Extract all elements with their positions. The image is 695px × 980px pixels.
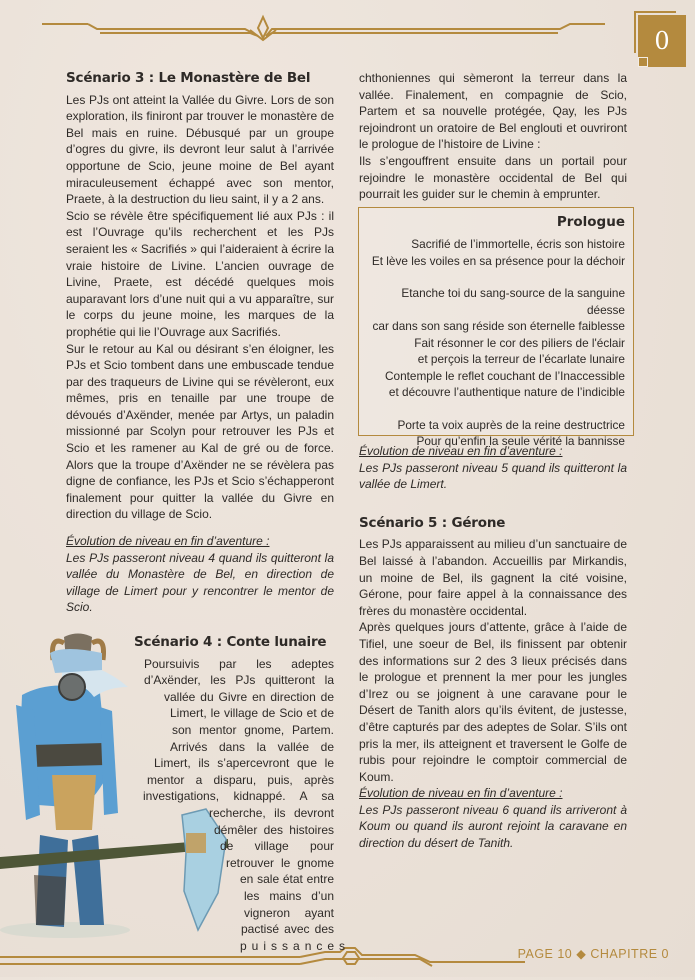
scenario-4-line: recherche, ils devront bbox=[209, 805, 334, 820]
top-ornament bbox=[0, 0, 695, 60]
scenario-4-line: Limert, le village de Scio et de bbox=[170, 706, 334, 721]
prologue-verse: Pour qu’enfin la seule vérité la bannisse bbox=[416, 434, 625, 448]
scenario-4-line: vigneron ayant bbox=[244, 905, 334, 920]
scenario-4-line: d’Axënder, les PJs quitteront la bbox=[144, 673, 334, 688]
scenario-4-line: démêler des histoires bbox=[214, 822, 334, 837]
prologue-title: Prologue bbox=[556, 214, 625, 230]
page-footer bbox=[518, 946, 669, 961]
scenario-4-evolution-title: Évolution de niveau en fin d’aventure : bbox=[359, 444, 563, 458]
left-column bbox=[66, 70, 351, 954]
scenario-4-line: retrouver le gnome bbox=[226, 855, 334, 870]
scenario-4-title: Scénario 4 : Conte lunaire bbox=[134, 634, 327, 650]
scenario-4-line: investigations, kidnappé. A sa bbox=[143, 789, 334, 804]
scenario-5-paragraph: Les PJs apparaissent au milieu d’un sanctuaire de Bel laissé à l’abandon. Accueillis par Mirkandis, un moine de Bel, ils gagnent la cité voisine, Gérone, pour faire appel à la connaissance des frères du monastère occidental. bbox=[359, 537, 627, 618]
page-number: PAGE 10 bbox=[517, 947, 573, 961]
scenario-3-paragraph: Scio se révèle être spécifiquement lié aux PJs : il est l’Ouvrage qu’ils recherchent et les PJs seraient les « Sacrifiés » qui l’aideraient à écrire la vraie histoire de Livine. L’ancien ouvrage de Livine, Praete, est décédé quelques mois auparavant lors d’une nuit qui a vu apparaître, sur le corps du jeune moine, les marques de la prophétie qui lie l’Ouvrage aux Sacrifiés. bbox=[66, 208, 334, 339]
scenario-5-evolution-title: Évolution de niveau en fin d’aventure : bbox=[359, 786, 563, 801]
scenario-3-evolution-text: Les PJs passeront niveau 4 quand ils quitteront la vallée du Monastère de Bel, en direction de village de Limert pour y rencontrer le mentor de Scio. bbox=[66, 550, 334, 615]
scenario-3-evolution-title: Évolution de niveau en fin d’aventure : bbox=[66, 534, 270, 549]
scenario-4-continuation: chthoniennes qui sèmeront la terreur dans la vallée. Finalement, en compagnie de Scio, Partem et sa nouvelle protégée, Qay, les PJs rejoindront un oratoire de Bel englouti et ouvriront le prologue de l’histoire de Livine : bbox=[359, 71, 627, 152]
scenario-5-paragraph: Après quelques jours d’attente, grâce à l’aide de Tifiel, une soeur de Bel, ils finissent par obtenir des informations sur 2 des 3 lieux précisés dans le prologue et prennent la mer pour les jungles d’Irez ou se joignent à une caravane pour le Désert de Tanith alors qu’ils évitent, de justesse, d’être capturés par des adeptes de Solar. S’ils ont pris la mer, ils atteignent et traversent le Golfe de rubis pour rejoindre le comptoir commercial de Koum. bbox=[359, 620, 627, 784]
prologue-verse: Et lève les voiles en sa présence pour la déchoir bbox=[371, 253, 625, 268]
scenario-4-line: de village pour bbox=[220, 839, 334, 854]
scenario-4-line: puissances bbox=[240, 938, 351, 953]
scenario-4-evolution-text: Les PJs passeront niveau 5 quand ils quitteront la vallée de Limert. bbox=[359, 460, 627, 492]
prologue-box bbox=[358, 207, 634, 448]
prologue-verse: et perçois la terreur de l’écarlate lunaire bbox=[417, 352, 625, 366]
scenario-4-line: Arrivés dans la vallée de bbox=[170, 739, 334, 754]
prologue-verse: car dans son sang réside son éternelle faiblesse bbox=[372, 319, 625, 333]
scenario-3-paragraph: Sur le retour au Kal ou désirant s’en éloigner, les PJs et Scio tombent dans une embuscade tendue par des traqueurs de Livine qui se révèleront, eux mêmes, pris en tenaille par une troupe de dévoués d’Axënder, menée par Artys, un paladin missionné par Scolyn pour retrouver les PJs et Scio et les ramener au Kal de gré ou de force. Alors que la troupe d’Axënder ne se révèlera pas digne de confiance, les PJs et Scio s’échapperont finalement pour quitter la vallée du Givre en direction du village de Scio. bbox=[66, 341, 334, 522]
scenario-3-paragraph: Les PJs ont atteint la Vallée du Givre. Lors de son exploration, ils finiront par trouver le monastère de Bel mais en ruine. Débusqué par un groupe d’ogres du givre, ils devront leur salut à l’arrivée opportune de Scio, jeune moine de Bel ayant miraculeusement échappé avec son mentor, Praete, à la destruction du lieu saint, il y a 2 ans. bbox=[66, 92, 334, 207]
scenario-4-line: pactisé avec des bbox=[241, 922, 334, 937]
scenario-4-line: son mentor gnome, Partem. bbox=[172, 722, 334, 737]
right-column-lower bbox=[359, 443, 627, 852]
prologue-verse: Porte ta voix auprès de la reine destructrice bbox=[397, 417, 625, 432]
scenario-4-line: Poursuivis par les adeptes bbox=[144, 656, 334, 671]
prologue-verse: Contemple le reflet couchant de l’Inaccessible bbox=[384, 368, 625, 383]
scenario-4-line: Limert, ils s’apercevront que le bbox=[154, 756, 334, 771]
scenario-4-line: les mains d’un bbox=[244, 888, 334, 903]
scenario-4-line: mentor a disparu, puis, après bbox=[147, 772, 334, 787]
scenario-5-evolution-text: Les PJs passeront niveau 6 quand ils arriveront à Koum ou quand ils auront rejoint la caravane en direction du désert de Tanith. bbox=[359, 802, 627, 851]
scenario-3-title: Scénario 3 : Le Monastère de Bel bbox=[66, 70, 311, 86]
prologue-verse: Fait résonner le cor des piliers de l'éclair bbox=[414, 335, 625, 350]
scenario-4-wrapped-text bbox=[66, 656, 351, 955]
scenario-4-line: en sale état entre bbox=[240, 872, 334, 887]
scenario-5-title: Scénario 5 : Gérone bbox=[359, 514, 506, 531]
chapter-badge: 0 bbox=[638, 15, 686, 67]
scenario-4-continuation: Ils s’engouffrent ensuite dans un portail pour rejoindre le monastère occidental de Bel qui pourrait les guider sur le chemin à emprunter. bbox=[359, 153, 627, 202]
prologue-verse: et découvre l’authentique nature de l’indicible bbox=[388, 385, 625, 399]
chapter-label: CHAPITRE 0 bbox=[590, 947, 669, 961]
diamond-separator-icon: ◆ bbox=[576, 947, 587, 961]
right-column bbox=[359, 70, 627, 203]
prologue-verse: Etanche toi du sang-source de la sanguine déesse bbox=[401, 286, 625, 317]
prologue-verse: Sacrifié de l’immortelle, écris son histoire bbox=[411, 237, 625, 251]
scenario-4-line: vallée du Givre en direction de bbox=[164, 689, 334, 704]
